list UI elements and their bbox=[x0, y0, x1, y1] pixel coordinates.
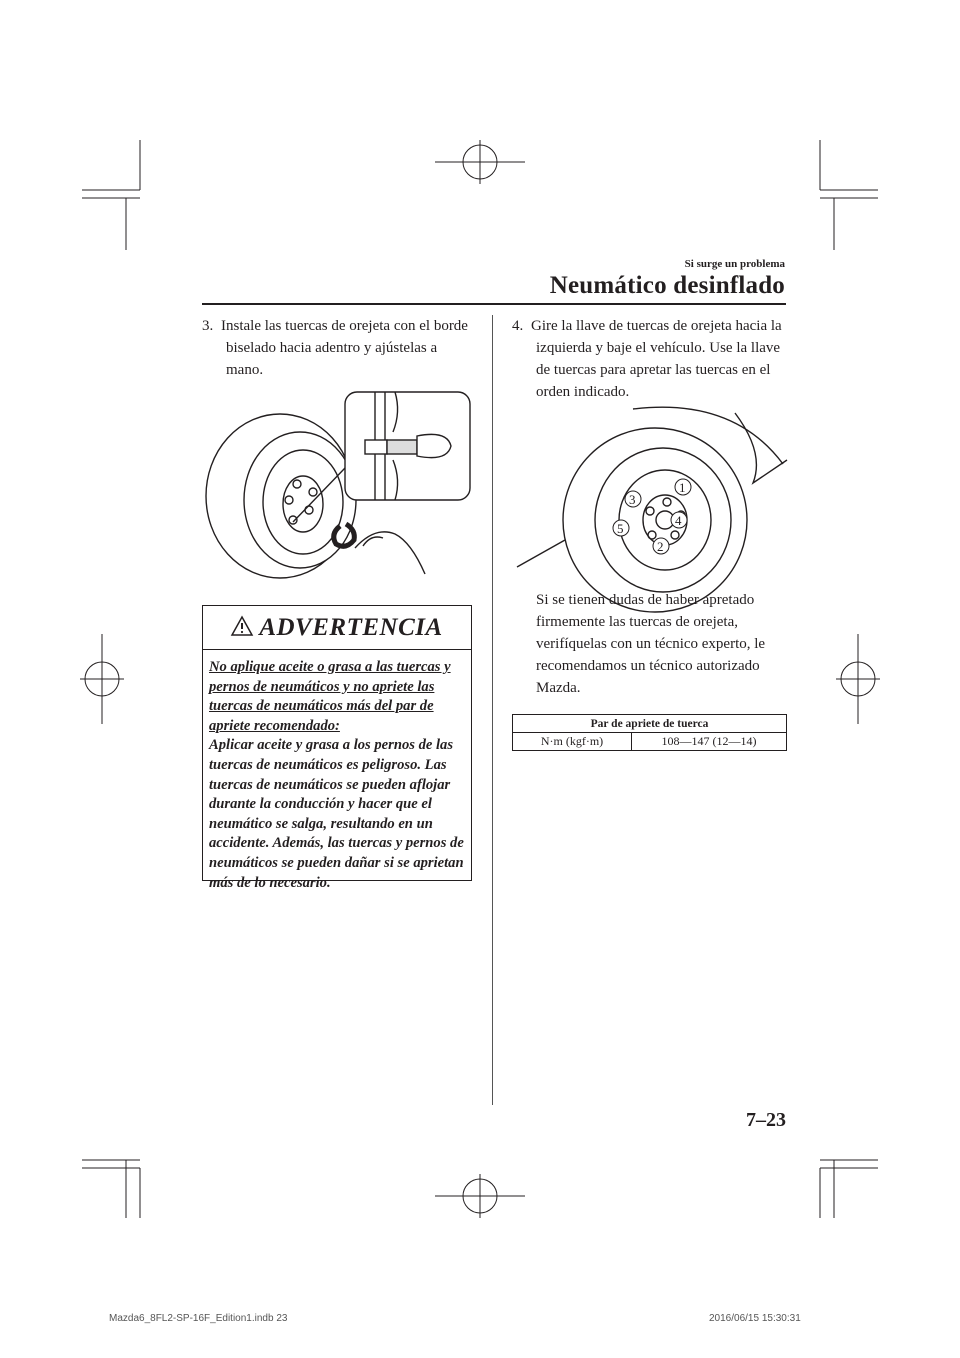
warning-headline: No aplique aceite o grasa a las tuercas y pernos de neumáticos y no apriete las tuercas de neumáticos más del par de apriete recomendado: bbox=[209, 659, 451, 734]
step-number: 3. bbox=[202, 318, 214, 334]
svg-text:1: 1 bbox=[679, 480, 686, 495]
order-label-2 bbox=[653, 538, 669, 554]
torque-unit-cell: N·m (kgf·m) bbox=[513, 733, 632, 751]
warning-rule bbox=[203, 649, 471, 650]
order-label-5 bbox=[613, 520, 629, 536]
note-paragraph: Si se tienen dudas de haber apretado firmemente las tuercas de orejeta, verifíquelas con un técnico experto, le recomendamos un técnico autorizado Mazda. bbox=[536, 592, 766, 696]
section-small-title: Si surge un problema bbox=[684, 258, 785, 270]
warning-title-text: ADVERTENCIA bbox=[259, 614, 443, 641]
footer-timestamp: 2016/06/15 15:30:31 bbox=[709, 1313, 801, 1324]
step-3 bbox=[202, 315, 472, 381]
order-label-3 bbox=[625, 491, 641, 507]
registration-mark-icon bbox=[435, 1174, 525, 1218]
warning-triangle-icon bbox=[231, 616, 253, 636]
registration-mark-icon bbox=[80, 634, 124, 724]
tightening-order-illustration bbox=[515, 405, 787, 585]
torque-table bbox=[512, 714, 787, 751]
crop-mark-icon bbox=[82, 1160, 140, 1218]
column-divider bbox=[492, 315, 493, 1105]
warning-header bbox=[203, 606, 471, 648]
tire-lug-nut-illustration bbox=[205, 388, 475, 588]
torque-value-cell: 108—147 (12—14) bbox=[632, 733, 787, 751]
registration-mark-icon bbox=[435, 140, 525, 184]
registration-mark-icon bbox=[836, 634, 880, 724]
warning-box bbox=[202, 605, 472, 891]
crop-mark-icon bbox=[820, 1160, 878, 1218]
order-label-1 bbox=[675, 479, 691, 495]
warning-title bbox=[203, 614, 471, 642]
crop-mark-icon bbox=[82, 140, 140, 250]
footer-file: Mazda6_8FL2-SP-16F_Edition1.indb 23 bbox=[109, 1313, 288, 1324]
step-4 bbox=[512, 315, 787, 403]
order-label-4 bbox=[671, 512, 687, 528]
page-number: 7–23 bbox=[746, 1109, 786, 1131]
section-title: Neumático desinflado bbox=[549, 272, 785, 299]
warning-body bbox=[209, 658, 467, 893]
svg-text:5: 5 bbox=[617, 521, 624, 536]
header-rule bbox=[202, 303, 786, 305]
step-text: Gire la llave de tuercas de orejeta hacia la izquierda y baje el vehículo. Use la llave de tuercas para apretar las tuercas en el orden indicado. bbox=[531, 318, 782, 400]
svg-text:2: 2 bbox=[657, 539, 664, 554]
step-number: 4. bbox=[512, 318, 524, 334]
step-text: Instale las tuercas de orejeta con el borde biselado hacia adentro y ajústelas a mano. bbox=[221, 318, 468, 378]
svg-text:3: 3 bbox=[629, 492, 636, 507]
warning-text: Aplicar aceite y grasa a los pernos de las tuercas de neumáticos es peligroso. Las tuercas de neumáticos se pueden aflojar durante la conducción y hacer que el neumático se salga, resultando en un accidente. Además, las tuercas y pernos de neumáticos se pueden dañar si se aprietan más de lo necesario. bbox=[209, 737, 464, 891]
torque-table-header: Par de apriete de tuerca bbox=[513, 715, 787, 733]
svg-text:4: 4 bbox=[675, 513, 682, 528]
crop-mark-icon bbox=[820, 140, 878, 250]
